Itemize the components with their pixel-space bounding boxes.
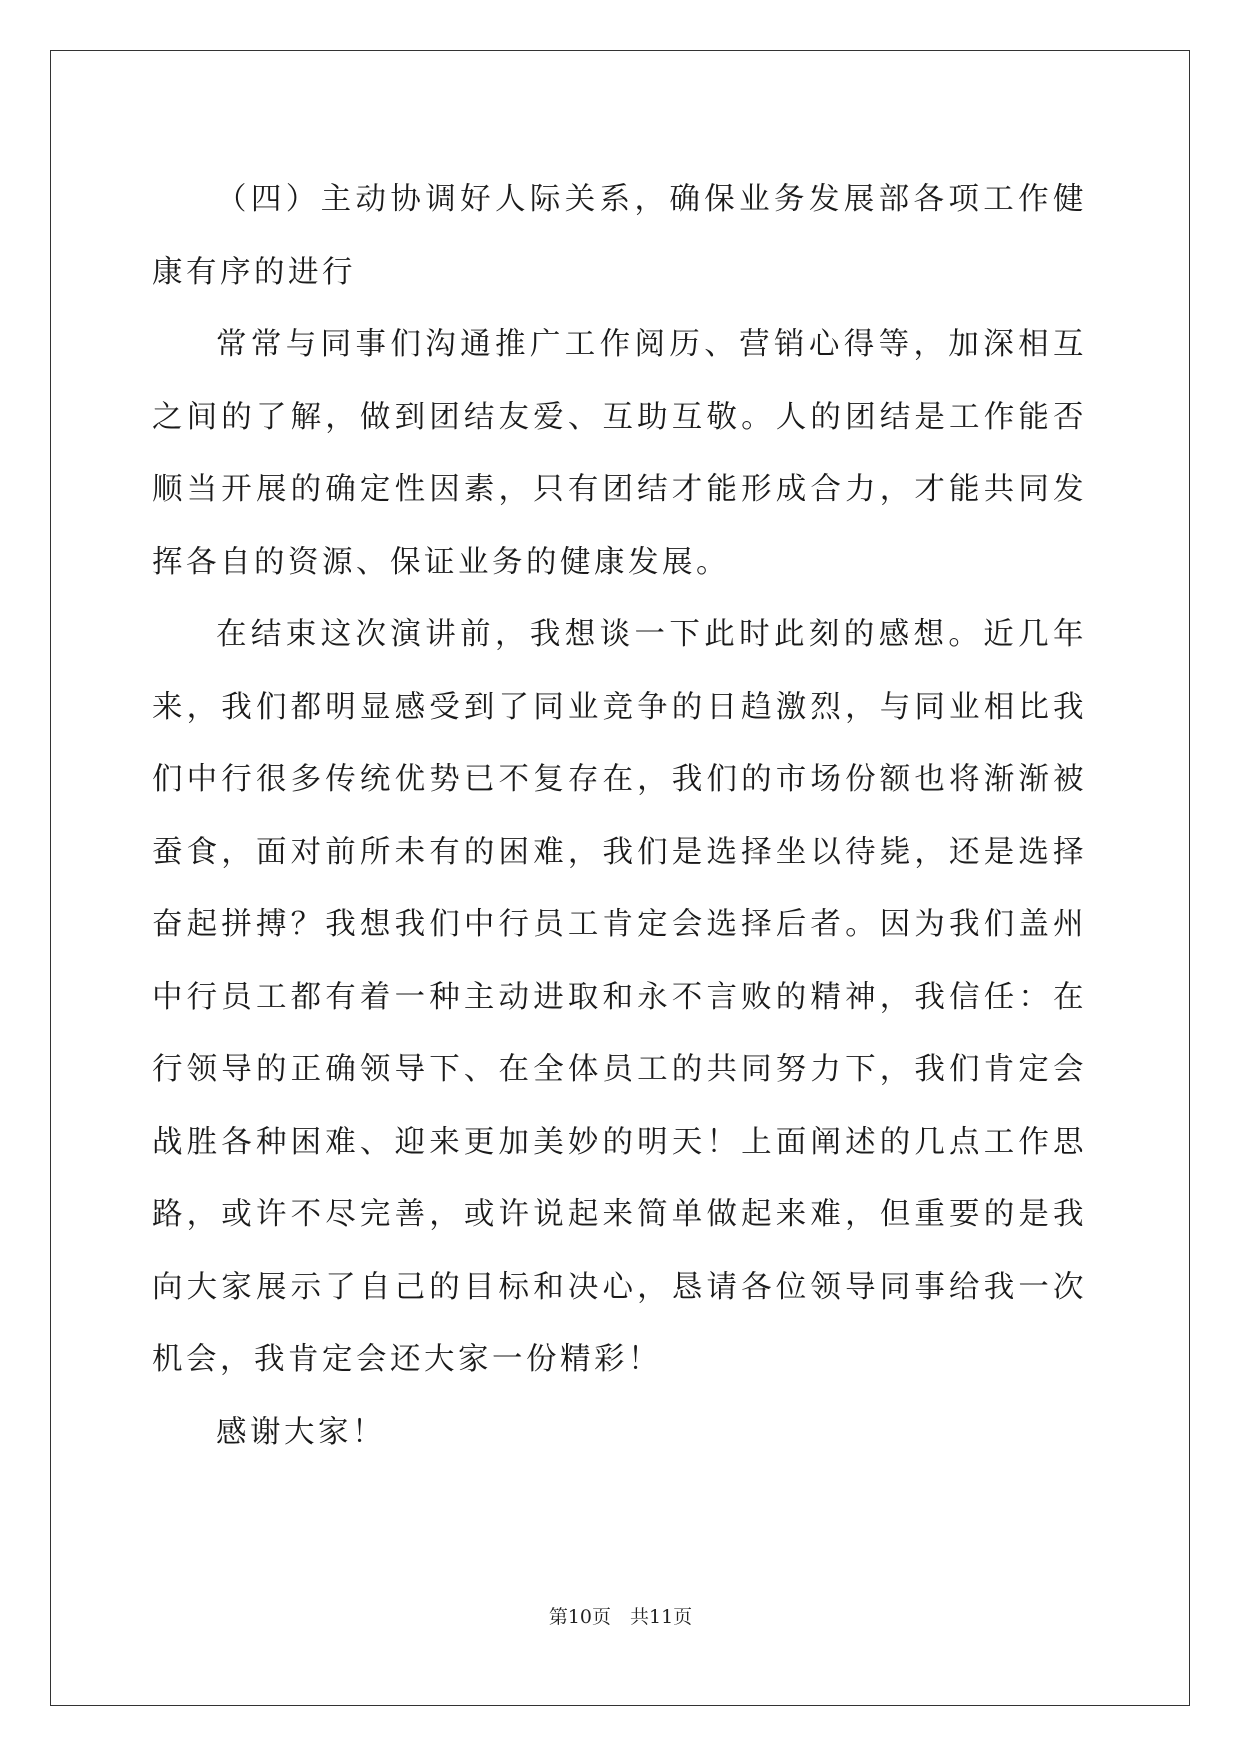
paragraph-heading-four: （四）主动协调好人际关系，确保业务发展部各项工作健康有序的进行: [152, 182, 1087, 290]
page-footer: [0, 1605, 1241, 1629]
paragraph-closing-remarks: 在结束这次演讲前，我想谈一下此时此刻的感想。近几年来，我们都明显感受到了同业竞争的日趋激烈，与同业相比我们中行很多传统优势已不复存在，我们的市场份额也将渐渐被蚕食，面对前所未有的困难，我们是选择坐以待毙，还是选择奋起拼搏？我想我们中行员工肯定会选择后者。因为我们盖州中行员工都有着一种主动进取和永不言败的精神，我信任：在行领导的正确领导下、在全体员工的共同努力下，我们肯定会战胜各种困难、迎来更加美妙的明天！上面阐述的几点工作思路，或许不尽完善，或许说起来简单做起来难，但重要的是我向大家展示了自己的目标和决心，恳请各位领导同事给我一次机会，我肯定会还大家一份精彩！: [152, 617, 1087, 1377]
paragraph-teamwork: 常常与同事们沟通推广工作阅历、营销心得等，加深相互之间的了解，做到团结友爱、互助互敬。人的团结是工作能否顺当开展的确定性因素，只有团结才能形成合力，才能共同发挥各自的资源、保证业务的健康发展。: [152, 327, 1087, 580]
page-number-label: 第10页 共11页: [548, 1606, 693, 1628]
document-body: [152, 164, 1087, 1469]
paragraph-thanks: 感谢大家！: [216, 1414, 386, 1450]
